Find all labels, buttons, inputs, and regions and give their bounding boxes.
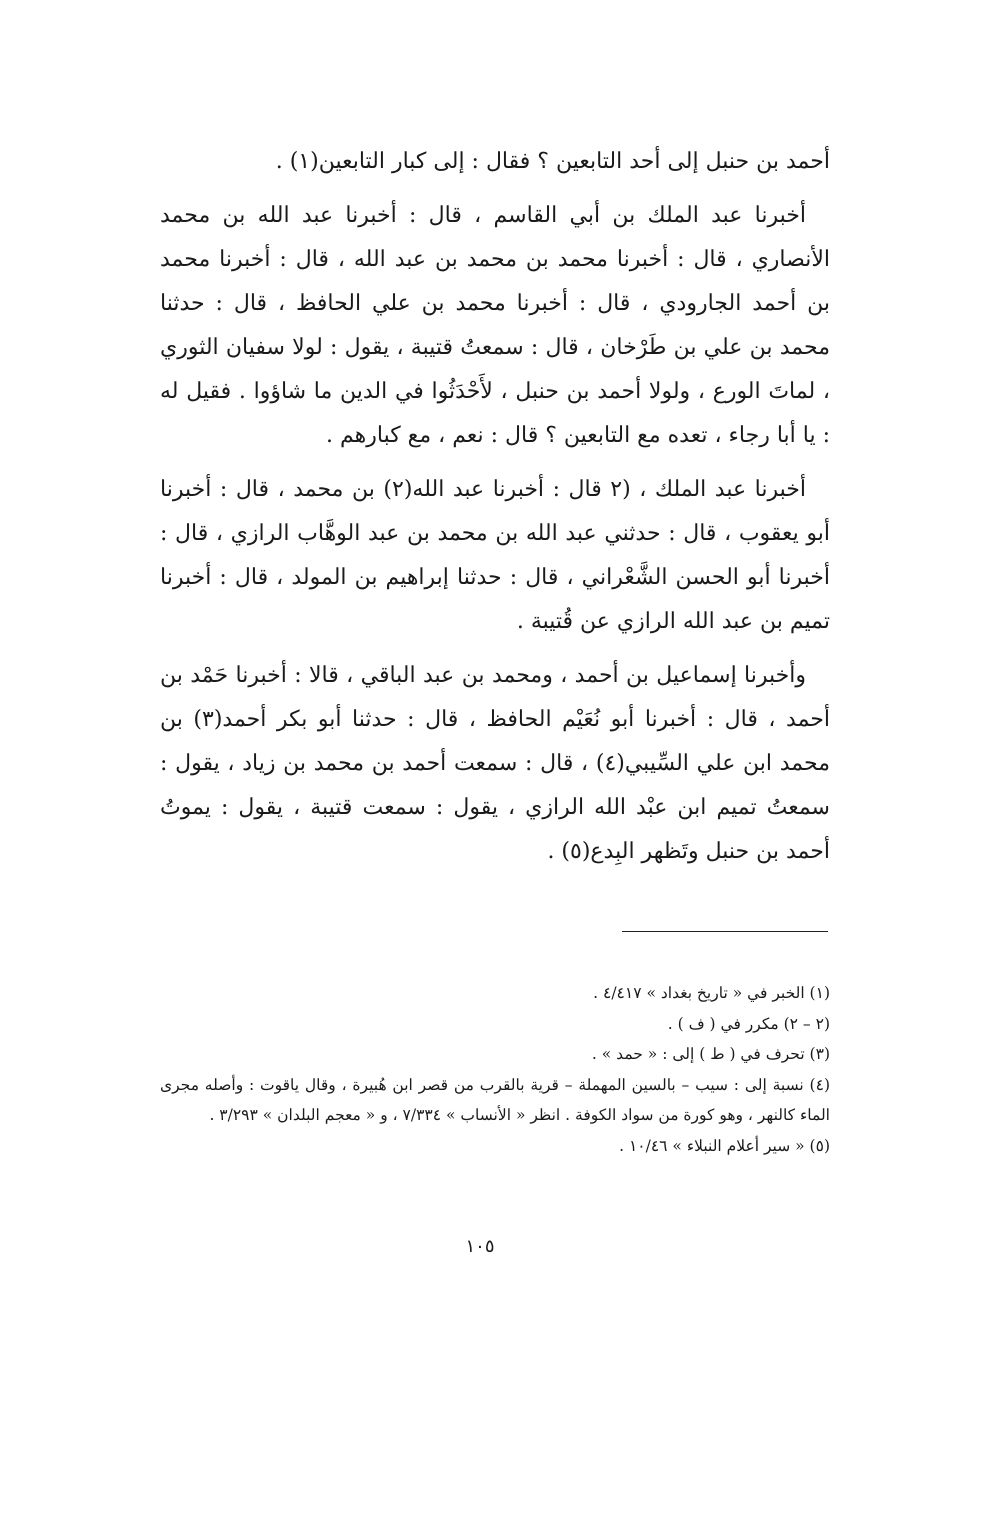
footnote: (١) الخبر في « تاريخ بغداد » ٤/٤١٧ .	[593, 984, 830, 1002]
main-text	[160, 140, 830, 884]
page-number: ١٠٥	[465, 1236, 495, 1257]
paragraph-continuation: أحمد بن حنبل إلى أحد التابعين ؟ فقال : إلى كبار التابعين(١) .	[275, 149, 830, 174]
paragraph: وأخبرنا إسماعيل بن أحمد ، ومحمد بن عبد الباقي ، قالا : أخبرنا حَمْد بن أحمد ، قال : أخبرنا أبو نُعَيْم الحافظ ، قال : حدثنا أبو بكر أحمد(٣) بن محمد ابن علي السِّيبي(٤) ، قال : سمعت أحمد بن محمد بن زياد ، يقول : سمعتُ تميم ابن عبْد الله الرازي ، يقول : سمعت قتيبة ، يقول : يموتُ أحمد بن حنبل وتَظهر البِدع(٥) .	[160, 663, 830, 864]
footnote: (٤) نسبة إلى : سيب – بالسين المهملة – قرية بالقرب من قصر ابن هُبيرة ، وقال ياقوت : وأصله مجرى الماء كالنهر ، وهو كورة من سواد الكوفة . انظر « الأنساب » ٧/٣٣٤ ، و « معجم البلدان » ٣/٢٩٣ .	[160, 1075, 830, 1124]
footnote: (٢ – ٢) مكرر في ( ف ) .	[667, 1014, 830, 1033]
footnote: (٥) « سير أعلام النبلاء » ١٠/٤٦ .	[619, 1136, 830, 1155]
footnote-divider	[622, 931, 828, 932]
footnotes	[160, 978, 830, 1161]
paragraph: أخبرنا عبد الملك بن أبي القاسم ، قال : أخبرنا عبد الله بن محمد الأنصاري ، قال : أخبرنا محمد بن محمد بن عبد الله ، قال : أخبرنا محمد بن أحمد الجارودي ، قال : أخبرنا محمد بن علي الحافظ ، قال : حدثنا محمد بن علي بن طَرْخان ، قال : سمعتُ قتيبة ، يقول : لولا سفيان الثوري ، لماتَ الورع ، ولولا أحمد بن حنبل ، لأَحْدَثُوا في الدين ما شاؤوا . فقيل له : يا أبا رجاء ، تعده مع التابعين ؟ قال : نعم ، مع كبارهم .	[160, 203, 830, 448]
footnote: (٣) تحرف في ( ط ) إلى : « حمد » .	[591, 1045, 830, 1063]
paragraph: أخبرنا عبد الملك ، (٢ قال : أخبرنا عبد الله(٢) بن محمد ، قال : أخبرنا أبو يعقوب ، قال : حدثني عبد الله بن محمد بن عبد الوهَّاب الرازي ، قال : أخبرنا أبو الحسن الشَّعْراني ، قال : حدثنا إبراهيم بن المولد ، قال : أخبرنا تميم بن عبد الله الرازي عن قُتيبة .	[160, 477, 830, 634]
